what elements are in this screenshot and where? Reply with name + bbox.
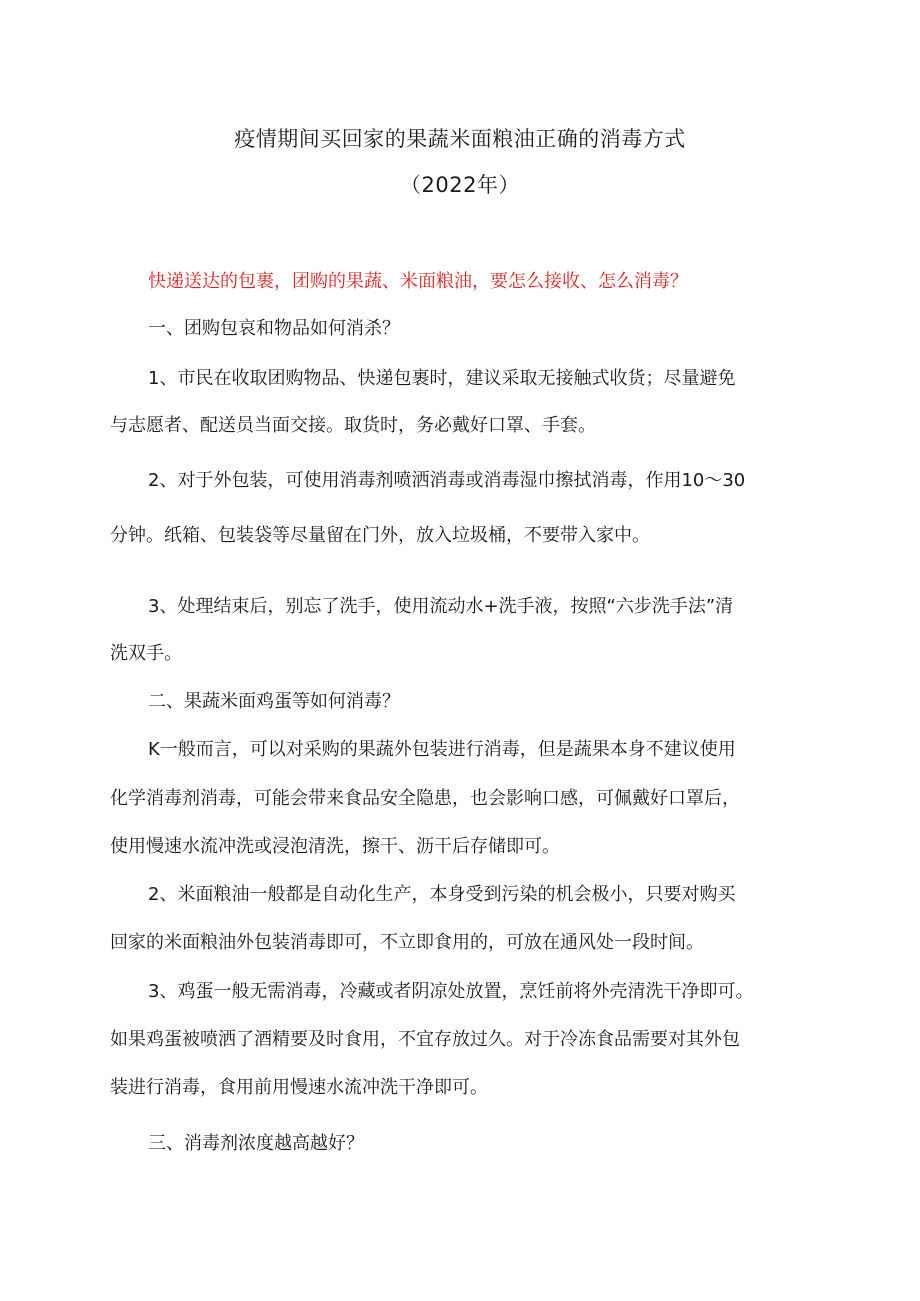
paragraph-line: 回家的米面粮油外包装消毒即可，不立即食用的，可放在通风处一段时间。 (110, 932, 704, 953)
document-subtitle: （2022年） (400, 173, 520, 197)
paragraph-line: 3、鸡蛋一般无需消毒，冷藏或者阴凉处放置，烹饪前将外壳清洗干净即可。 (148, 981, 754, 1002)
paragraph-line: 如果鸡蛋被喷洒了酒精要及时食用，不宜存放过久。对于冷冻食品需要对其外包 (110, 1029, 740, 1050)
paragraph-line: 装进行消毒，食用前用慢速水流冲洗干净即可。 (110, 1077, 488, 1098)
intro-question: 快递送达的包裹，团购的果蔬、米面粮油，要怎么接收、怎么消毒？ (148, 271, 688, 292)
section-heading-3: 三、消毒剂浓度越高越好？ (148, 1133, 364, 1154)
paragraph-line: 3、处理结束后，别忘了洗手，使用流动水+洗手液，按照“六步洗手法”清 (148, 596, 734, 617)
paragraph-line: 洗双手。 (110, 643, 182, 664)
paragraph-line: 使用慢速水流冲洗或浸泡清洗，擦干、沥干后存储即可。 (110, 836, 560, 857)
paragraph-line: 分钟。纸箱、包装袋等尽量留在门外，放入垃圾桶，不要带入家中。 (110, 525, 650, 546)
paragraph-line: 2、对于外包装，可使用消毒剂喷洒消毒或消毒湿巾擦拭消毒，作用10～30 (148, 470, 746, 491)
paragraph-line: 1、市民在收取团购物品、快递包裹时，建议采取无接触式收货；尽量避免 (148, 368, 736, 389)
section-heading-2: 二、果蔬米面鸡蛋等如何消毒？ (148, 691, 400, 712)
document-title: 疫情期间买回家的果蔬米面粮油正确的消毒方式 (234, 127, 686, 151)
paragraph-line: K一般而言，可以对采购的果蔬外包装进行消毒，但是蔬果本身不建议使用 (148, 739, 736, 760)
paragraph-line: 与志愿者、配送员当面交接。取货时，务必戴好口罩、手套。 (110, 415, 596, 436)
section-heading-1: 一、团购包哀和物品如何消杀？ (148, 318, 400, 339)
paragraph-line: 化学消毒剂消毒，可能会带来食品安全隐患，也会影响口感，可佩戴好口罩后， (110, 788, 740, 809)
paragraph-line: 2、米面粮油一般都是自动化生产，本身受到污染的机会极小，只要对购买 (148, 884, 736, 905)
